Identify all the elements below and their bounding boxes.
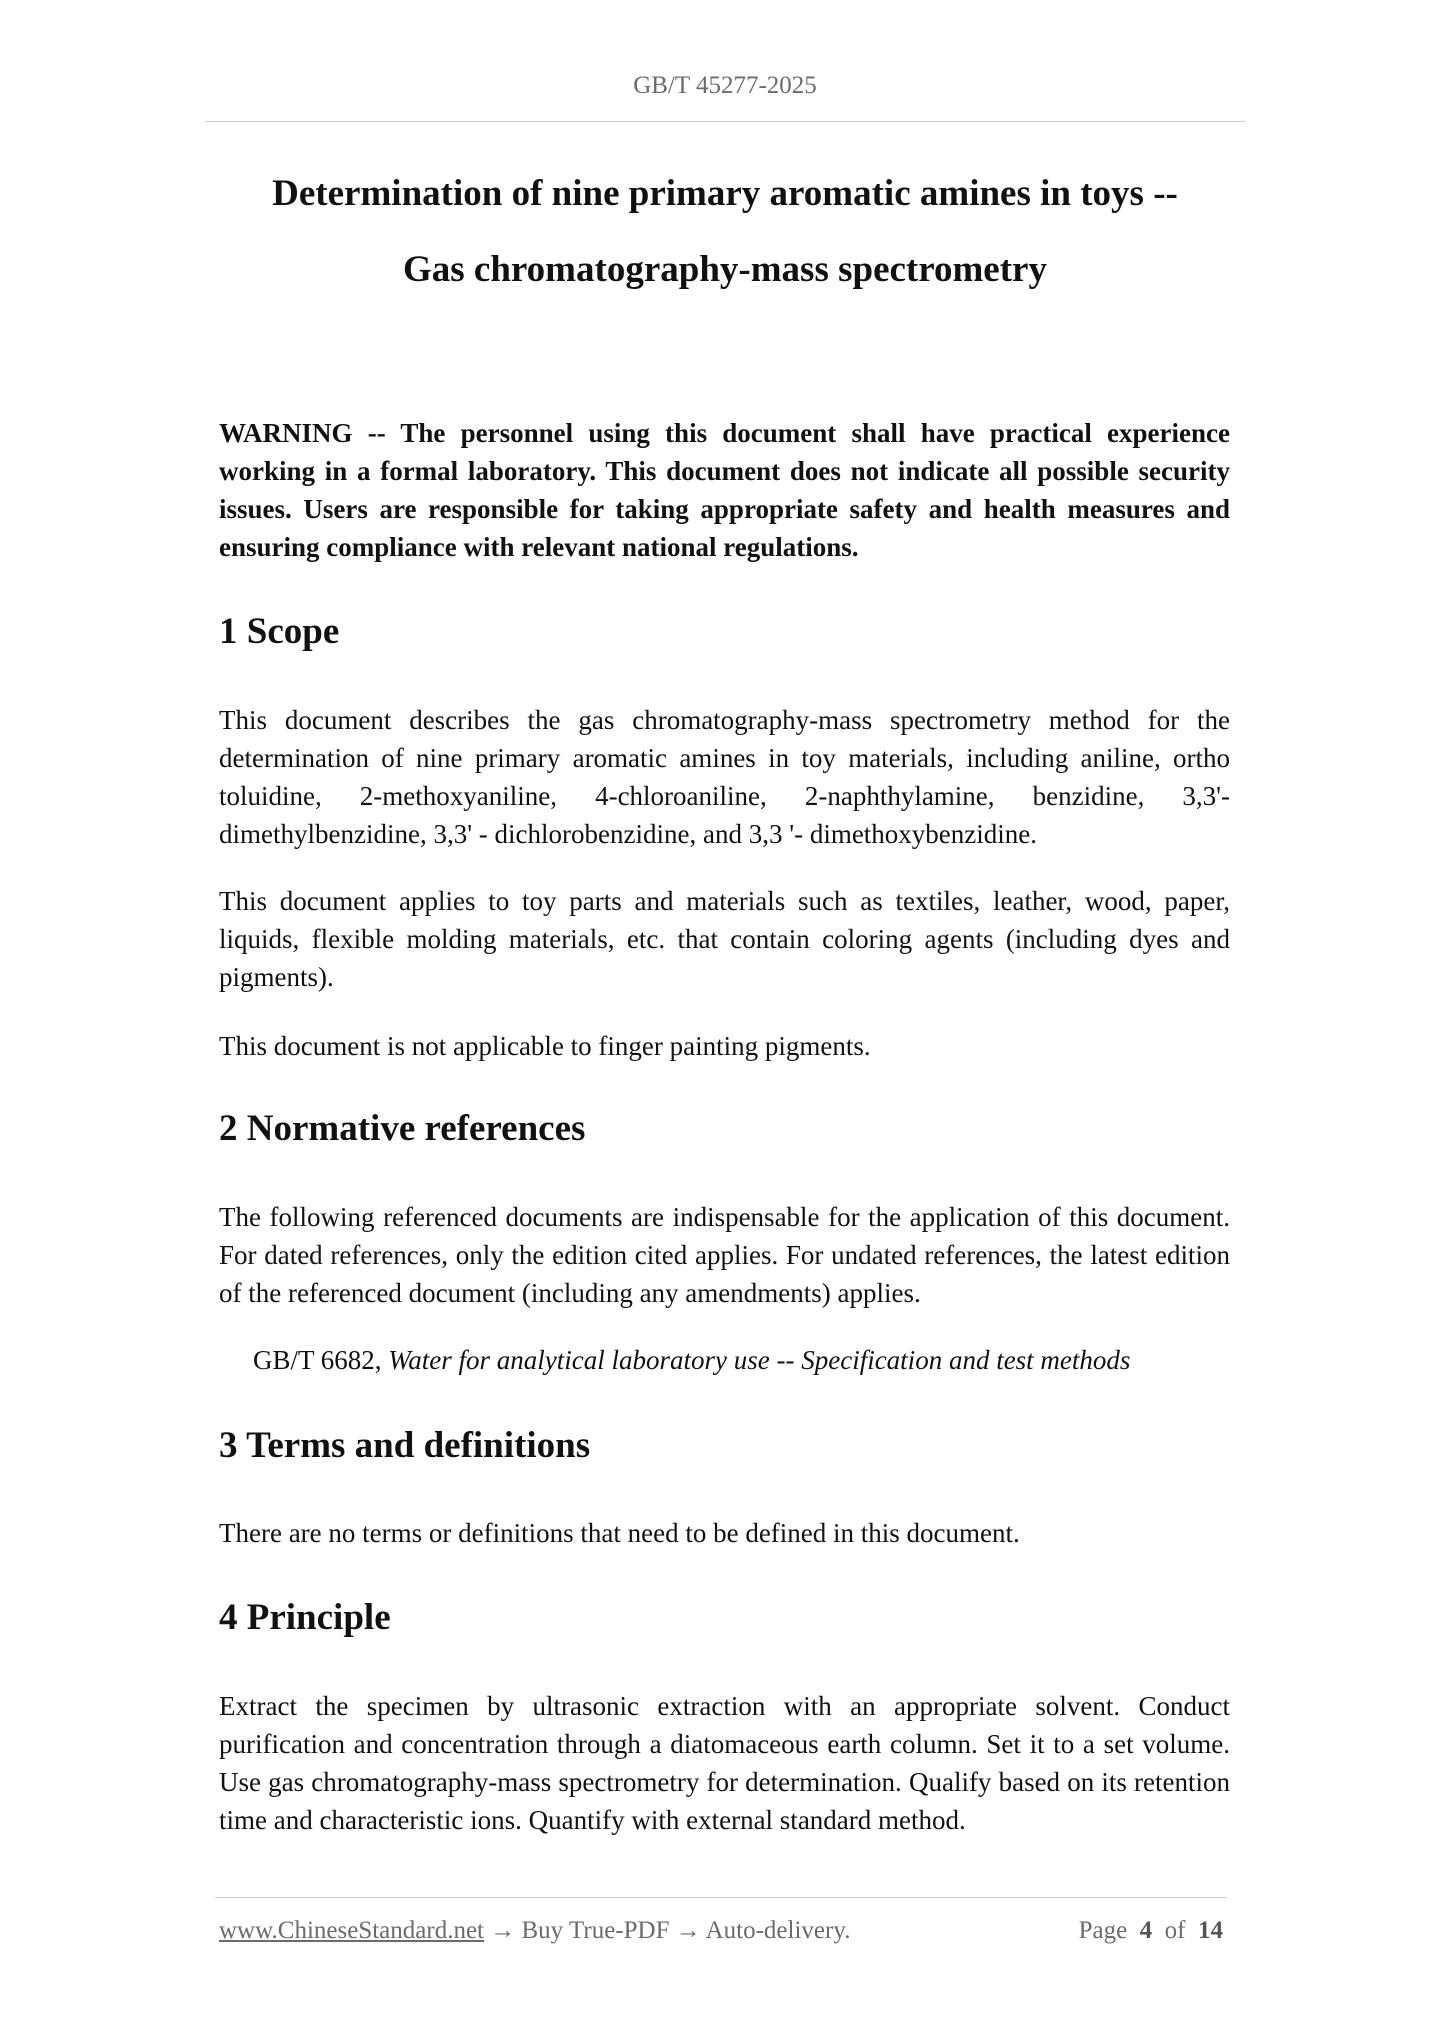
reference-title: Water for analytical laboratory use -- Specification and test methods — [388, 1345, 1131, 1375]
page-current: 4 — [1139, 1917, 1153, 1944]
delivery-text: Auto-delivery. — [705, 1917, 851, 1944]
section-heading-terms: 3 Terms and definitions — [219, 1425, 591, 1466]
arrow-right-icon: → — [669, 1917, 706, 1944]
section-heading-principle: 4 Principle — [219, 1597, 391, 1638]
page-indicator — [1079, 1917, 1223, 1945]
header-divider — [205, 121, 1245, 122]
scope-paragraph-2: This document applies to toy parts and materials such as textiles, leather, wood, paper, liquids, flexible molding materials, etc. that contain coloring agents (including dyes and pigments). — [219, 886, 1230, 992]
reference-code: GB/T 6682, — [253, 1345, 389, 1375]
normative-paragraph: The following referenced documents are indispensable for the application of this document. For dated references, only the edition cited applies. For undated references, the latest edition of the referenced document (including any amendments) applies. — [219, 1202, 1230, 1308]
scope-paragraph-1: This document describes the gas chromatography-mass spectrometry method for the determination of nine primary aromatic amines in toy materials, including aniline, ortho toluidine, 2-methoxyaniline, 4-chloroaniline, 2-naphthylamine, benzidine, 3,3'-dimethylbenzidine, 3,3' - dichlorobenzidine, and 3,3 '- dimethoxybenzidine. — [219, 705, 1230, 849]
section-heading-normative-references: 2 Normative references — [219, 1108, 586, 1149]
warning-paragraph: WARNING -- The personnel using this document shall have practical experience working in a formal laboratory. This document does not indicate all possible security issues. Users are responsible for taking appropriate safety and health measures and ensuring compliance with relevant national regulations. — [219, 418, 1230, 562]
section-heading-scope: 1 Scope — [219, 611, 340, 652]
document-title-line-2: Gas chromatography-mass spectrometry — [403, 249, 1047, 290]
document-code-header: GB/T 45277-2025 — [633, 72, 817, 99]
footer-promo — [219, 1917, 850, 1945]
page-total: 14 — [1198, 1917, 1223, 1944]
normative-reference-item — [253, 1341, 1130, 1379]
arrow-right-icon: → — [484, 1917, 522, 1944]
terms-paragraph: There are no terms or definitions that need to be defined in this document. — [219, 1518, 1020, 1548]
scope-paragraph-3: This document is not applicable to finger painting pigments. — [219, 1031, 871, 1061]
site-link[interactable]: www.ChineseStandard.net — [219, 1917, 484, 1944]
document-title-line-1: Determination of nine primary aromatic amines in toys -- — [272, 173, 1178, 214]
principle-paragraph: Extract the specimen by ultrasonic extraction with an appropriate solvent. Conduct purification and concentration through a diatomaceous earth column. Set it to a set volume. Use gas chromatography-mass spectrometry for determination. Qualify based on its retention time and characteristic ions. Quantify with external standard method. — [219, 1691, 1230, 1835]
footer-divider — [215, 1897, 1227, 1898]
page-label: Page — [1078, 1917, 1128, 1944]
page-of: of — [1164, 1917, 1186, 1944]
buy-text: Buy True-PDF — [521, 1917, 670, 1944]
